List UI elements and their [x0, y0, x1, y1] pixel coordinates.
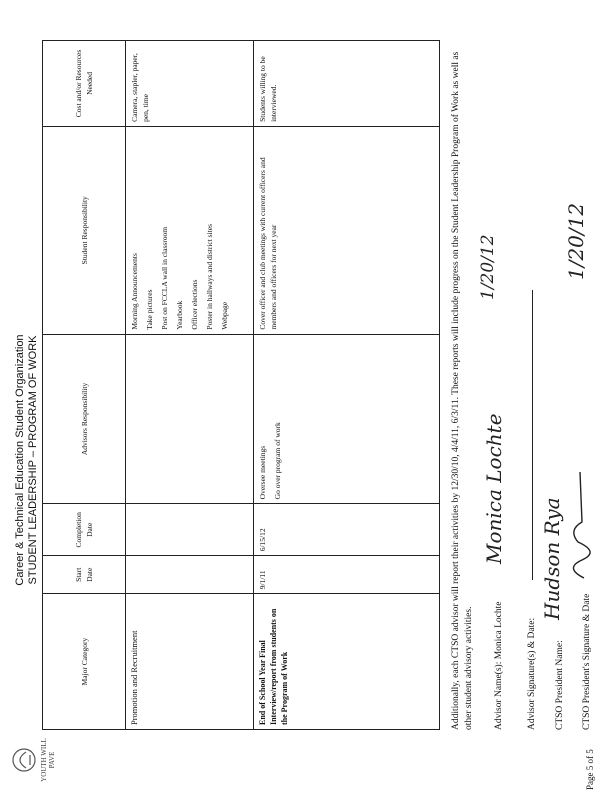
president-signature-icon: [562, 462, 592, 582]
advisor-signature-label: Advisor Signature(s) & Date:: [527, 617, 537, 730]
header-completion-date: Completion Date: [43, 504, 126, 556]
document-title: [14, 190, 40, 730]
student-item: Webpage: [220, 301, 229, 330]
reporting-note: Additionally, each CTSO advisor will report their activities by 12/30/10, 4/4/11, 6/3/11. These reports will include progress on the Student Leadership Program of Work as well as other student advisory activities.: [451, 51, 474, 730]
advisor-signature-line: [532, 290, 533, 580]
president-date: 1/20/12: [564, 202, 588, 280]
title-line-2: STUDENT LEADERSHIP – PROGRAM OF WORK: [27, 335, 39, 585]
student-item: Yearbook: [175, 300, 184, 330]
president-name: Hudson Rya: [540, 497, 564, 620]
advisor-item: Go over program of work: [273, 422, 282, 500]
president-name-label: CTSO President Name:: [555, 640, 565, 730]
header-advisors-responsibility: Advisors Responsibility: [43, 334, 126, 504]
advisor-names: Advisor Name(s): Monica Lochte: [494, 601, 504, 730]
page-number: Page 5 of 5: [585, 749, 595, 790]
row-completion-date: [126, 504, 254, 556]
row-start-date: [126, 556, 254, 594]
student-item: Cover officer and club meetings with current officers and members and officers for next year: [258, 157, 278, 330]
student-item: Take pictures: [145, 289, 154, 330]
header-student-responsibility: Student Responsibility: [43, 126, 126, 334]
student-item: Morning Announcements: [130, 253, 139, 330]
header-start-date: Start Date: [43, 556, 126, 594]
program-of-work-table: [42, 40, 440, 730]
logo-icon: [10, 743, 40, 777]
school-logo: [10, 730, 60, 790]
row-advisor-responsibility: [254, 334, 440, 504]
student-item: Officer elections: [190, 279, 199, 330]
row-cost: Camera, stapler, paper, pen, time: [126, 41, 254, 127]
row-completion-date: 6/15/12: [254, 504, 440, 556]
student-item: Poster in hallways and district sites: [205, 223, 214, 330]
header-major-category: Major Category: [43, 594, 126, 730]
row-cost: Students willing to be interviewed.: [254, 41, 440, 127]
row-category: Promotion and Recruitment: [126, 594, 254, 730]
row-advisor-responsibility: [126, 334, 254, 504]
table-row: [254, 41, 440, 730]
row-student-responsibility: [126, 126, 254, 334]
student-item: Post on FCCLA wall in classroom: [160, 226, 169, 330]
title-line-1: Career & Technical Education Student Organization: [14, 334, 26, 586]
logo-text: YOUTH WILL PAVE: [40, 738, 56, 782]
advisor-item: Oversee meetings: [258, 445, 267, 500]
row-student-responsibility: [254, 126, 440, 334]
president-signature-label: CTSO President's Signature & Date: [582, 593, 592, 730]
table-row: [126, 41, 254, 730]
row-category: End of School Year Final Interview/report from students on the Program of Work: [254, 594, 440, 730]
table-header-row: [43, 41, 126, 730]
row-start-date: 9/1/11: [254, 556, 440, 594]
advisor-date: 1/20/12: [478, 234, 498, 300]
header-cost-resources: Cost and/or Resources Needed: [43, 41, 126, 127]
advisor-signature: Monica Lochte: [482, 413, 506, 564]
